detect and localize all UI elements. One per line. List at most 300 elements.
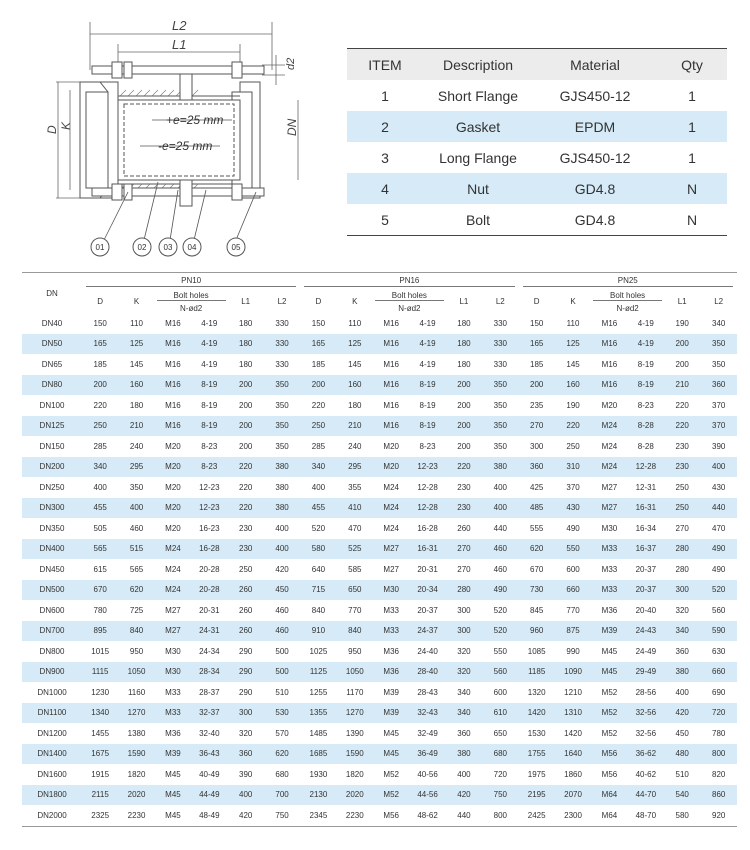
dims-cell: 250 — [566, 441, 580, 451]
dims-cell: 555 — [530, 523, 544, 533]
dims-header-pn16 — [300, 273, 518, 290]
dims-cell: 640 — [311, 564, 326, 574]
dims-cell: 840 — [311, 605, 326, 615]
dims-cell: 725 — [129, 605, 144, 615]
dims-cell: M52 — [601, 687, 618, 697]
dims-cell: 750 — [482, 785, 518, 806]
dims-cell: 340 — [664, 621, 700, 642]
dims-cell: 20-37 — [635, 564, 657, 574]
dims-cell: 520 — [493, 605, 507, 615]
parts-cell-description: Bolt — [423, 204, 533, 236]
callout-05 — [227, 238, 245, 256]
dims-cell: M45 — [165, 769, 181, 779]
dims-cell: 750 — [275, 810, 289, 820]
dims-cell: 280 — [664, 539, 700, 560]
dims-cell-dn: DN600 — [39, 605, 65, 615]
dims-cell: 1185 — [519, 662, 555, 683]
dims-cell-dn: DN200 — [22, 457, 82, 478]
dims-cell: M64 — [591, 785, 627, 806]
callout-04 — [183, 238, 201, 256]
dims-subheader-l2: L2 — [482, 289, 518, 313]
dims-cell: 380 — [264, 457, 300, 478]
dims-cell: 8-28 — [628, 416, 664, 437]
dims-cell: 505 — [93, 523, 107, 533]
parts-cell-material: GJS450-12 — [559, 87, 631, 104]
flange-adaptor-drawing — [0, 0, 340, 265]
label-L2: L2 — [172, 18, 187, 33]
dims-cell: M56 — [591, 744, 627, 765]
dims-cell: 370 — [566, 482, 580, 492]
dims-cell: 285 — [93, 441, 107, 451]
dims-cell: 1255 — [309, 687, 328, 697]
dims-row — [22, 785, 737, 806]
dims-cell: 390 — [239, 769, 253, 779]
dims-cell: M20 — [601, 400, 618, 410]
dims-cell: M16 — [591, 375, 627, 396]
dims-cell: 520 — [700, 580, 737, 601]
dims-cell: 165 — [519, 334, 555, 355]
dims-cell: 4-19 — [191, 334, 227, 355]
dims-cell: 110 — [348, 318, 362, 328]
dims-cell: 260 — [239, 605, 253, 615]
parts-header-item: ITEM — [347, 49, 423, 81]
dims-cell: 8-23 — [191, 457, 227, 478]
dims-header-dn: DN — [22, 273, 82, 314]
dims-cell: 330 — [275, 318, 289, 328]
dims-cell: M16 — [165, 400, 181, 410]
dims-cell: 330 — [275, 359, 289, 369]
dims-cell: 28-56 — [635, 687, 657, 697]
label-DN: DN — [285, 118, 299, 136]
dims-cell: 1390 — [345, 728, 364, 738]
dims-cell: 200 — [239, 441, 253, 451]
dims-cell: 380 — [482, 457, 518, 478]
dims-cell: 4-19 — [409, 334, 445, 355]
dims-cell: 230 — [446, 498, 482, 519]
dims-cell: 540 — [664, 785, 700, 806]
dims-subheader-l2: L2 — [700, 289, 737, 313]
dims-cell: 2425 — [527, 810, 546, 820]
parts-cell-material: GD4.8 — [533, 204, 657, 236]
dims-row — [22, 375, 737, 396]
dims-cell: M24 — [165, 564, 181, 574]
dims-cell: M45 — [591, 662, 627, 683]
dims-cell-dn: DN700 — [22, 621, 82, 642]
dims-cell-dn: DN50 — [22, 334, 82, 355]
dims-cell: 370 — [700, 416, 737, 437]
dims-row — [22, 682, 737, 703]
dims-cell: M39 — [383, 687, 399, 697]
dims-cell: M24 — [155, 580, 191, 601]
dims-cell-dn: DN350 — [39, 523, 65, 533]
dims-cell: 24-43 — [628, 621, 664, 642]
dims-cell: 455 — [82, 498, 118, 519]
dims-cell: 470 — [348, 523, 362, 533]
dims-cell: 20-40 — [635, 605, 657, 615]
dims-cell: 990 — [566, 646, 580, 656]
dims-cell: 910 — [300, 621, 336, 642]
dims-cell: 1085 — [527, 646, 546, 656]
dims-cell: 560 — [712, 605, 726, 615]
dims-cell: 160 — [555, 375, 591, 396]
dims-cell: M24 — [155, 539, 191, 560]
dims-cell: 200 — [446, 416, 482, 437]
dims-cell: 160 — [337, 375, 373, 396]
dims-cell: 485 — [519, 498, 555, 519]
dims-cell: 270 — [519, 416, 555, 437]
dims-cell: 730 — [519, 580, 555, 601]
dims-cell: 355 — [348, 482, 362, 492]
dims-cell: M33 — [591, 539, 627, 560]
dims-cell: 280 — [446, 580, 482, 601]
dims-cell: 16-28 — [417, 523, 438, 533]
dims-cell: 1380 — [127, 728, 146, 738]
dims-cell: 420 — [446, 785, 482, 806]
dims-cell: 180 — [239, 359, 253, 369]
dims-cell: M52 — [591, 703, 627, 724]
dims-cell: 250 — [239, 564, 253, 574]
parts-cell-description: Short Flange — [437, 87, 519, 104]
dims-cell: 180 — [348, 400, 362, 410]
dims-cell-dn: DN800 — [39, 646, 65, 656]
dims-cell: 180 — [239, 318, 253, 328]
dims-cell: 8-19 — [201, 400, 218, 410]
dims-cell: M56 — [601, 769, 618, 779]
dims-subheader-k: K — [555, 289, 591, 313]
dims-cell: 1930 — [309, 769, 328, 779]
dims-cell: 20-31 — [417, 564, 438, 574]
dims-cell: 440 — [700, 498, 737, 519]
dims-cell: 680 — [482, 744, 518, 765]
dims-cell: M36 — [383, 646, 399, 656]
dims-cell: 32-49 — [417, 728, 438, 738]
dims-cell: 40-56 — [417, 769, 438, 779]
dims-cell: 380 — [446, 744, 482, 765]
dims-header-pn25-label: PN25 — [523, 276, 734, 287]
dims-cell: 360 — [228, 744, 264, 765]
dims-cell: 295 — [118, 457, 154, 478]
label-K: K — [59, 121, 73, 130]
dims-cell: 16-34 — [635, 523, 657, 533]
dims-cell: 8-19 — [637, 359, 654, 369]
dims-cell: 840 — [118, 621, 154, 642]
dims-cell: 720 — [700, 703, 737, 724]
dims-row — [22, 539, 737, 560]
dims-cell: 250 — [82, 416, 118, 437]
dims-cell-dn: DN400 — [22, 539, 82, 560]
parts-cell-material: GJS450-12 — [559, 149, 631, 166]
dims-cell: 2115 — [82, 785, 118, 806]
parts-cell-item: 5 — [347, 204, 423, 236]
dims-cell: 48-49 — [199, 810, 220, 820]
dims-cell: M52 — [373, 785, 409, 806]
dims-cell: M39 — [373, 703, 409, 724]
dims-cell: 32-56 — [635, 728, 657, 738]
dims-cell: M52 — [383, 769, 399, 779]
dims-cell: 32-43 — [409, 703, 445, 724]
dims-cell: 1820 — [127, 769, 146, 779]
dims-cell: 210 — [118, 416, 154, 437]
dims-row — [22, 723, 737, 744]
dims-cell: 8-19 — [409, 375, 445, 396]
parts-cell-item: 2 — [347, 111, 423, 142]
dims-cell: 12-23 — [199, 482, 220, 492]
dims-cell: M20 — [383, 441, 399, 451]
dims-cell: 2230 — [345, 810, 364, 820]
dims-cell: 1125 — [300, 662, 336, 683]
dims-cell: 450 — [264, 580, 300, 601]
dims-cell: 4-19 — [419, 318, 436, 328]
dims-cell: 350 — [264, 416, 300, 437]
dims-row — [22, 313, 737, 334]
dims-cell-dn: DN40 — [41, 318, 63, 328]
dims-cell: M45 — [383, 728, 399, 738]
dims-cell: 340 — [82, 457, 118, 478]
dims-cell-dn: DN150 — [39, 441, 65, 451]
dims-cell: M16 — [165, 359, 181, 369]
parts-table — [347, 48, 727, 236]
dims-cell: 20-31 — [199, 605, 220, 615]
dims-cell: 380 — [264, 498, 300, 519]
dims-cell: M27 — [373, 539, 409, 560]
dims-cell: 1640 — [555, 744, 591, 765]
dims-cell: 570 — [275, 728, 289, 738]
dims-cell: 450 — [675, 728, 689, 738]
dims-cell: 400 — [482, 498, 518, 519]
dims-cell: 400 — [675, 687, 689, 697]
parts-header-description: Description — [423, 49, 533, 81]
dims-cell: 1015 — [91, 646, 110, 656]
label-e-minus: -e=25 mm — [158, 139, 213, 153]
dims-cell: 200 — [457, 400, 471, 410]
dims-cell: 200 — [228, 375, 264, 396]
dims-cell: 860 — [700, 785, 737, 806]
dims-cell: 320 — [446, 662, 482, 683]
svg-text:03: 03 — [163, 243, 173, 252]
dims-cell: 580 — [300, 539, 336, 560]
dims-cell: 44-49 — [191, 785, 227, 806]
dims-cell: 12-28 — [417, 482, 438, 492]
dims-cell: 420 — [239, 810, 253, 820]
dims-cell: 390 — [712, 441, 726, 451]
label-L1: L1 — [172, 37, 187, 52]
dims-header-pn10 — [82, 273, 300, 290]
dims-subheader-bolt-holes-label: Bolt holes — [593, 291, 662, 301]
dims-cell: 40-49 — [199, 769, 220, 779]
dims-cell: 360 — [457, 728, 471, 738]
dims-cell: 8-28 — [637, 441, 654, 451]
dims-cell: 210 — [337, 416, 373, 437]
dims-cell: 2020 — [337, 785, 373, 806]
dims-subheader-bolt-holes-label: Bolt holes — [157, 291, 226, 301]
dims-row — [22, 703, 737, 724]
dims-cell: M27 — [591, 498, 627, 519]
dims-cell: 400 — [264, 539, 300, 560]
dims-cell: 145 — [566, 359, 580, 369]
dims-cell: M33 — [373, 621, 409, 642]
dims-cell: 2130 — [300, 785, 336, 806]
dims-cell: 1755 — [519, 744, 555, 765]
dims-subheader-d: D — [519, 289, 555, 313]
dims-cell: 12-28 — [628, 457, 664, 478]
dims-cell: 160 — [118, 375, 154, 396]
dims-cell: 350 — [493, 441, 507, 451]
dims-cell: 220 — [239, 482, 253, 492]
dims-cell: M20 — [155, 457, 191, 478]
dims-cell: 630 — [712, 646, 726, 656]
dims-cell: 330 — [264, 334, 300, 355]
dims-cell: 350 — [712, 359, 726, 369]
dims-cell: 340 — [446, 703, 482, 724]
parts-header-row — [347, 49, 727, 81]
dims-cell: 260 — [228, 580, 264, 601]
dims-cell: M16 — [155, 334, 191, 355]
dims-cell: 330 — [493, 318, 507, 328]
dims-row — [22, 641, 737, 662]
dims-cell: 525 — [337, 539, 373, 560]
dims-cell: 510 — [675, 769, 689, 779]
dims-cell: 1310 — [555, 703, 591, 724]
dims-cell: 425 — [530, 482, 544, 492]
dims-row — [22, 457, 737, 478]
label-e-plus: +e=25 mm — [166, 113, 224, 127]
dims-cell: 8-23 — [637, 400, 654, 410]
dims-cell: 1050 — [118, 662, 154, 683]
dims-cell: 500 — [275, 646, 289, 656]
dims-cell-dn: DN250 — [39, 482, 65, 492]
dims-cell: 190 — [675, 318, 689, 328]
dims-cell: 350 — [493, 400, 507, 410]
dims-cell: 380 — [275, 482, 289, 492]
dims-cell: M20 — [165, 441, 181, 451]
dims-cell: M30 — [601, 523, 618, 533]
parts-cell-item: 3 — [381, 149, 389, 166]
label-D: D — [45, 125, 59, 134]
dims-cell: M16 — [155, 416, 191, 437]
dims-cell: 580 — [675, 810, 689, 820]
dims-cell: 590 — [700, 621, 737, 642]
dims-cell: 330 — [482, 334, 518, 355]
dims-cell: 470 — [712, 523, 726, 533]
dims-cell: 300 — [530, 441, 544, 451]
dims-cell: M36 — [373, 662, 409, 683]
dims-cell: 400 — [457, 769, 471, 779]
dims-cell: 185 — [93, 359, 107, 369]
dims-cell: M20 — [165, 482, 181, 492]
dims-subheader-l1: L1 — [228, 289, 264, 313]
dims-cell: 610 — [482, 703, 518, 724]
dims-cell: 400 — [118, 498, 154, 519]
dims-cell: 565 — [82, 539, 118, 560]
dims-cell: 720 — [493, 769, 507, 779]
dims-cell: 680 — [275, 769, 289, 779]
dims-cell: 800 — [700, 744, 737, 765]
parts-cell-item: 1 — [381, 87, 389, 104]
dims-cell-dn: DN1600 — [37, 769, 67, 779]
dims-cell: 2195 — [519, 785, 555, 806]
parts-cell-qty: N — [657, 173, 727, 204]
dims-cell: 660 — [700, 662, 737, 683]
dims-cell: M24 — [591, 416, 627, 437]
dims-cell: 210 — [664, 375, 700, 396]
dims-cell: 260 — [228, 621, 264, 642]
svg-text:05: 05 — [231, 243, 241, 252]
dims-cell: 36-49 — [409, 744, 445, 765]
dims-cell: M16 — [383, 318, 399, 328]
dims-cell: 190 — [566, 400, 580, 410]
dims-cell: M16 — [383, 400, 399, 410]
dims-cell: 185 — [311, 359, 326, 369]
dims-cell: M33 — [383, 605, 399, 615]
dims-cell: 1230 — [91, 687, 110, 697]
dims-row — [22, 334, 737, 355]
dims-cell: 400 — [228, 785, 264, 806]
dims-cell: 260 — [457, 523, 471, 533]
dims-cell: 230 — [228, 539, 264, 560]
dims-cell: M20 — [165, 523, 181, 533]
dims-cell: 20-28 — [191, 580, 227, 601]
dims-cell: M16 — [373, 416, 409, 437]
dims-subheader-n-od2: N-ød2 — [155, 303, 228, 313]
dims-cell: 700 — [264, 785, 300, 806]
dims-cell: 1270 — [337, 703, 373, 724]
dims-cell: M16 — [601, 359, 618, 369]
dims-cell: 220 — [446, 457, 482, 478]
dims-row — [22, 436, 737, 457]
dims-cell: 32-40 — [199, 728, 220, 738]
dims-cell: M64 — [601, 810, 618, 820]
dims-cell: 490 — [482, 580, 518, 601]
dims-cell: 620 — [118, 580, 154, 601]
dims-cell: 320 — [675, 605, 689, 615]
dims-cell: 12-31 — [635, 482, 657, 492]
dims-cell: 200 — [664, 334, 700, 355]
dims-cell: 200 — [300, 375, 336, 396]
dims-cell: 200 — [446, 375, 482, 396]
dims-cell: M24 — [373, 498, 409, 519]
dims-cell-dn: DN500 — [22, 580, 82, 601]
dims-cell: 460 — [264, 621, 300, 642]
dims-cell: 1170 — [346, 687, 364, 697]
dims-cell: 20-34 — [409, 580, 445, 601]
dims-cell: 300 — [228, 703, 264, 724]
dims-cell: 220 — [228, 457, 264, 478]
dims-cell: 270 — [675, 523, 689, 533]
dims-cell: M36 — [165, 728, 181, 738]
dims-cell: 1975 — [527, 769, 546, 779]
dims-cell: 950 — [348, 646, 362, 656]
dims-header-pn25 — [519, 273, 738, 290]
dims-cell: 400 — [493, 482, 507, 492]
dims-cell: 220 — [228, 498, 264, 519]
dims-cell: 290 — [239, 687, 253, 697]
dims-cell: 460 — [482, 539, 518, 560]
dims-cell: M39 — [155, 744, 191, 765]
dims-cell: 145 — [129, 359, 144, 369]
dims-cell: 125 — [555, 334, 591, 355]
dims-cell: M16 — [165, 318, 181, 328]
dims-cell: 1210 — [564, 687, 582, 697]
dims-cell: 600 — [566, 564, 580, 574]
dims-cell: 310 — [555, 457, 591, 478]
parts-cell-description: Long Flange — [439, 149, 517, 166]
dims-cell: 12-23 — [409, 457, 445, 478]
dims-cell: 235 — [530, 400, 544, 410]
dims-cell: 4-19 — [628, 334, 664, 355]
dims-cell: M33 — [155, 703, 191, 724]
dims-cell: 4-19 — [637, 318, 654, 328]
dims-cell: 520 — [311, 523, 326, 533]
